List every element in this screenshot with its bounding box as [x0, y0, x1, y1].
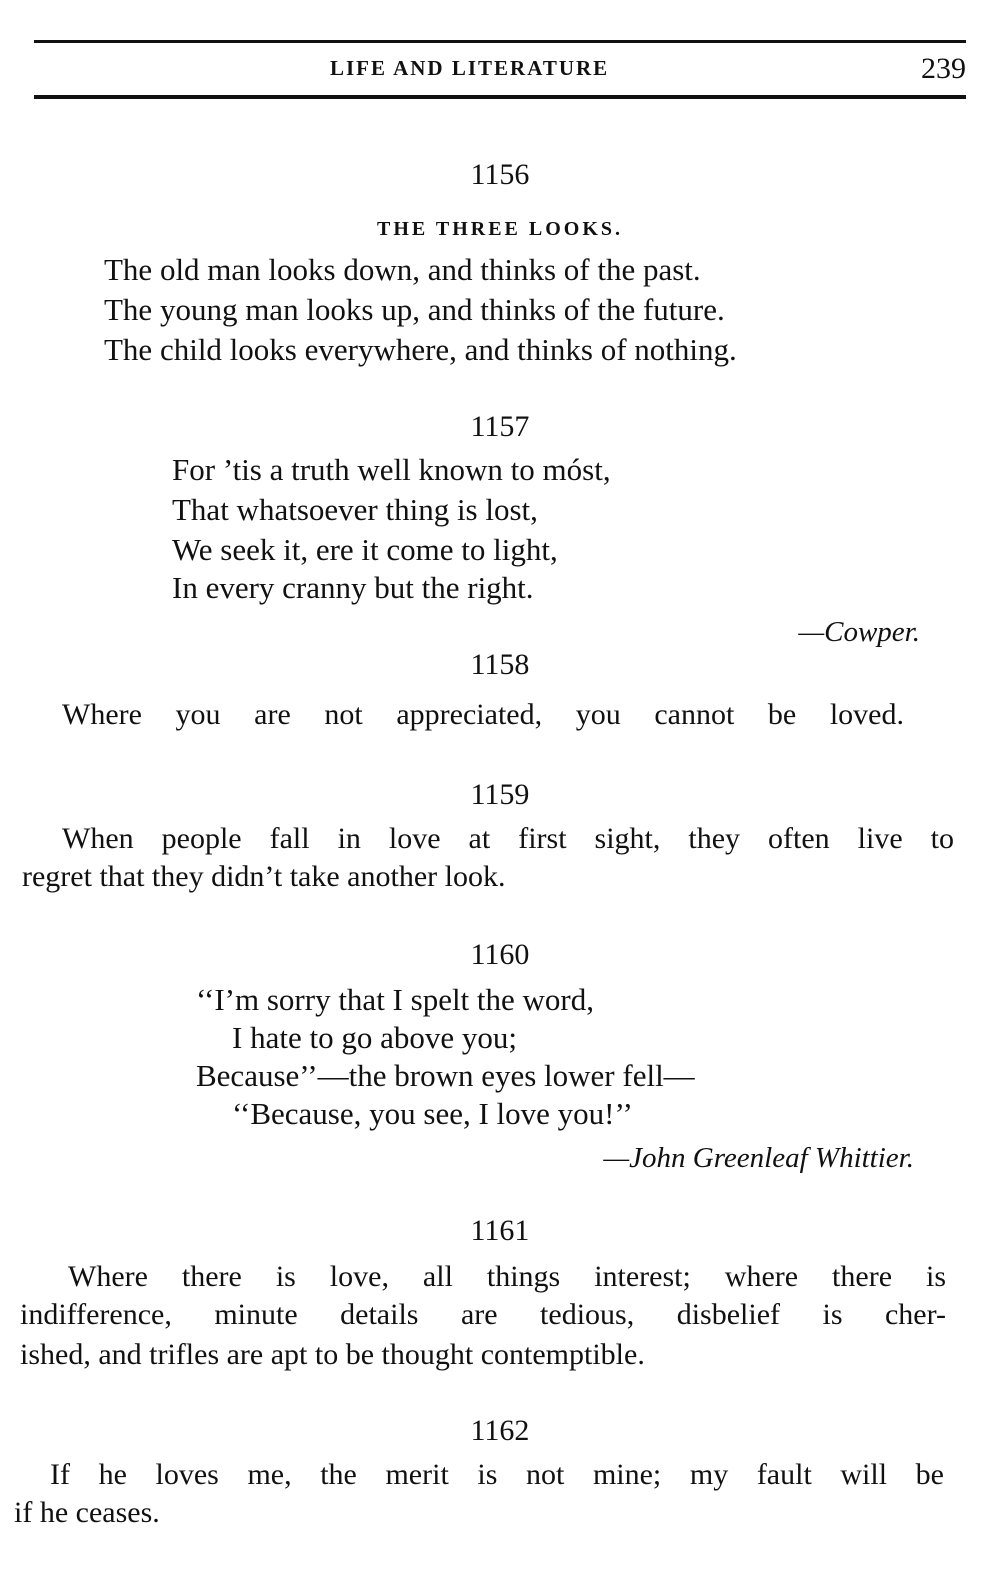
verse-line: I hate to go above you;: [232, 1020, 517, 1055]
prose-line: regret that they didn’t take another look.: [22, 860, 506, 893]
entry-number: 1161: [470, 1214, 530, 1247]
entry-number: 1159: [470, 778, 530, 811]
entry-title: THE THREE LOOKS.: [376, 218, 624, 240]
entry-number: 1162: [470, 1414, 530, 1447]
verse-line: Because’’—the brown eyes lower fell—: [196, 1058, 695, 1093]
verse-line: That whatsoever thing is lost,: [172, 492, 538, 527]
verse-line: For ’tis a truth well known to móst,: [172, 452, 611, 487]
entry-number: 1157: [470, 410, 530, 443]
verse-line: The young man looks up, and thinks of the future.: [104, 292, 725, 327]
prose-line: If he loves me, the merit is not mine; my fault will be: [50, 1458, 944, 1491]
verse-line: In every cranny but the right.: [172, 570, 534, 605]
prose-line: Where you are not appreciated, you cannot be loved.: [62, 698, 904, 731]
verse-line: The child looks everywhere, and thinks of nothing.: [104, 332, 737, 367]
attribution: —John Greenleaf Whittier.: [603, 1142, 914, 1174]
prose-line: if he ceases.: [14, 1496, 160, 1529]
header-bottom-rule: [34, 95, 966, 99]
prose-line: Where there is love, all things interest; where there is: [68, 1260, 946, 1293]
prose-line: indifference, minute details are tedious, disbelief is cher-: [20, 1298, 946, 1331]
prose-line: When people fall in love at first sight, they often live to: [62, 822, 954, 855]
entry-number: 1158: [470, 648, 530, 681]
running-title: LIFE AND LITERATURE: [330, 56, 610, 80]
verse-line: We seek it, ere it come to light,: [172, 532, 558, 567]
attribution: —Cowper.: [798, 616, 920, 648]
verse-line: The old man looks down, and thinks of the past.: [104, 252, 701, 287]
entry-number: 1156: [470, 158, 530, 191]
page-number: 239: [921, 52, 966, 85]
verse-line: ‘‘Because, you see, I love you!’’: [232, 1096, 633, 1131]
running-head: [0, 52, 1000, 86]
header-top-rule: [34, 40, 966, 43]
entry-number: 1160: [470, 938, 530, 971]
prose-line: ished, and trifles are apt to be thought contemptible.: [20, 1338, 645, 1371]
verse-line: ‘‘I’m sorry that I spelt the word,: [196, 982, 595, 1017]
